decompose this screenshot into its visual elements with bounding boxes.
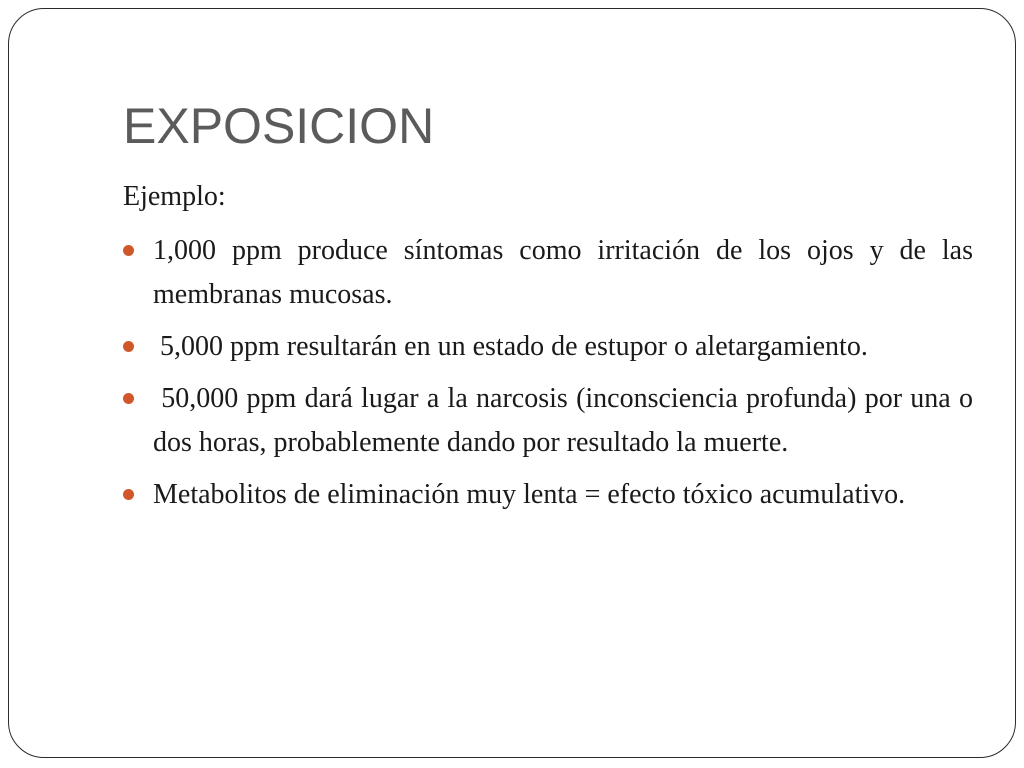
- bullet-item: [123, 229, 973, 317]
- slide-frame: [8, 8, 1016, 758]
- bullet-list: [123, 229, 981, 517]
- bullet-text: 1,000 ppm produce síntomas como irritación de los ojos y de las membranas mucosas.: [153, 235, 973, 310]
- slide-body: [123, 175, 981, 525]
- bullet-dot-icon: [123, 245, 134, 256]
- bullet-item: [123, 377, 981, 465]
- bullet-dot-icon: [123, 341, 134, 352]
- intro-text: Ejemplo:: [123, 181, 226, 212]
- slide-title: EXPOSICION: [123, 98, 435, 154]
- bullet-item: [123, 473, 973, 517]
- bullet-dot-icon: [123, 393, 134, 404]
- bullet-text: 5,000 ppm resultarán en un estado de estupor o aletargamiento.: [153, 331, 868, 362]
- bullet-item: [123, 325, 973, 369]
- bullet-text: Metabolitos de eliminación muy lenta = efecto tóxico acumulativo.: [153, 479, 906, 510]
- bullet-text: 50,000 ppm dará lugar a la narcosis (inconsciencia profunda) por una o dos horas, probablemente dando por resultado la muerte.: [153, 383, 981, 458]
- bullet-dot-icon: [123, 489, 134, 500]
